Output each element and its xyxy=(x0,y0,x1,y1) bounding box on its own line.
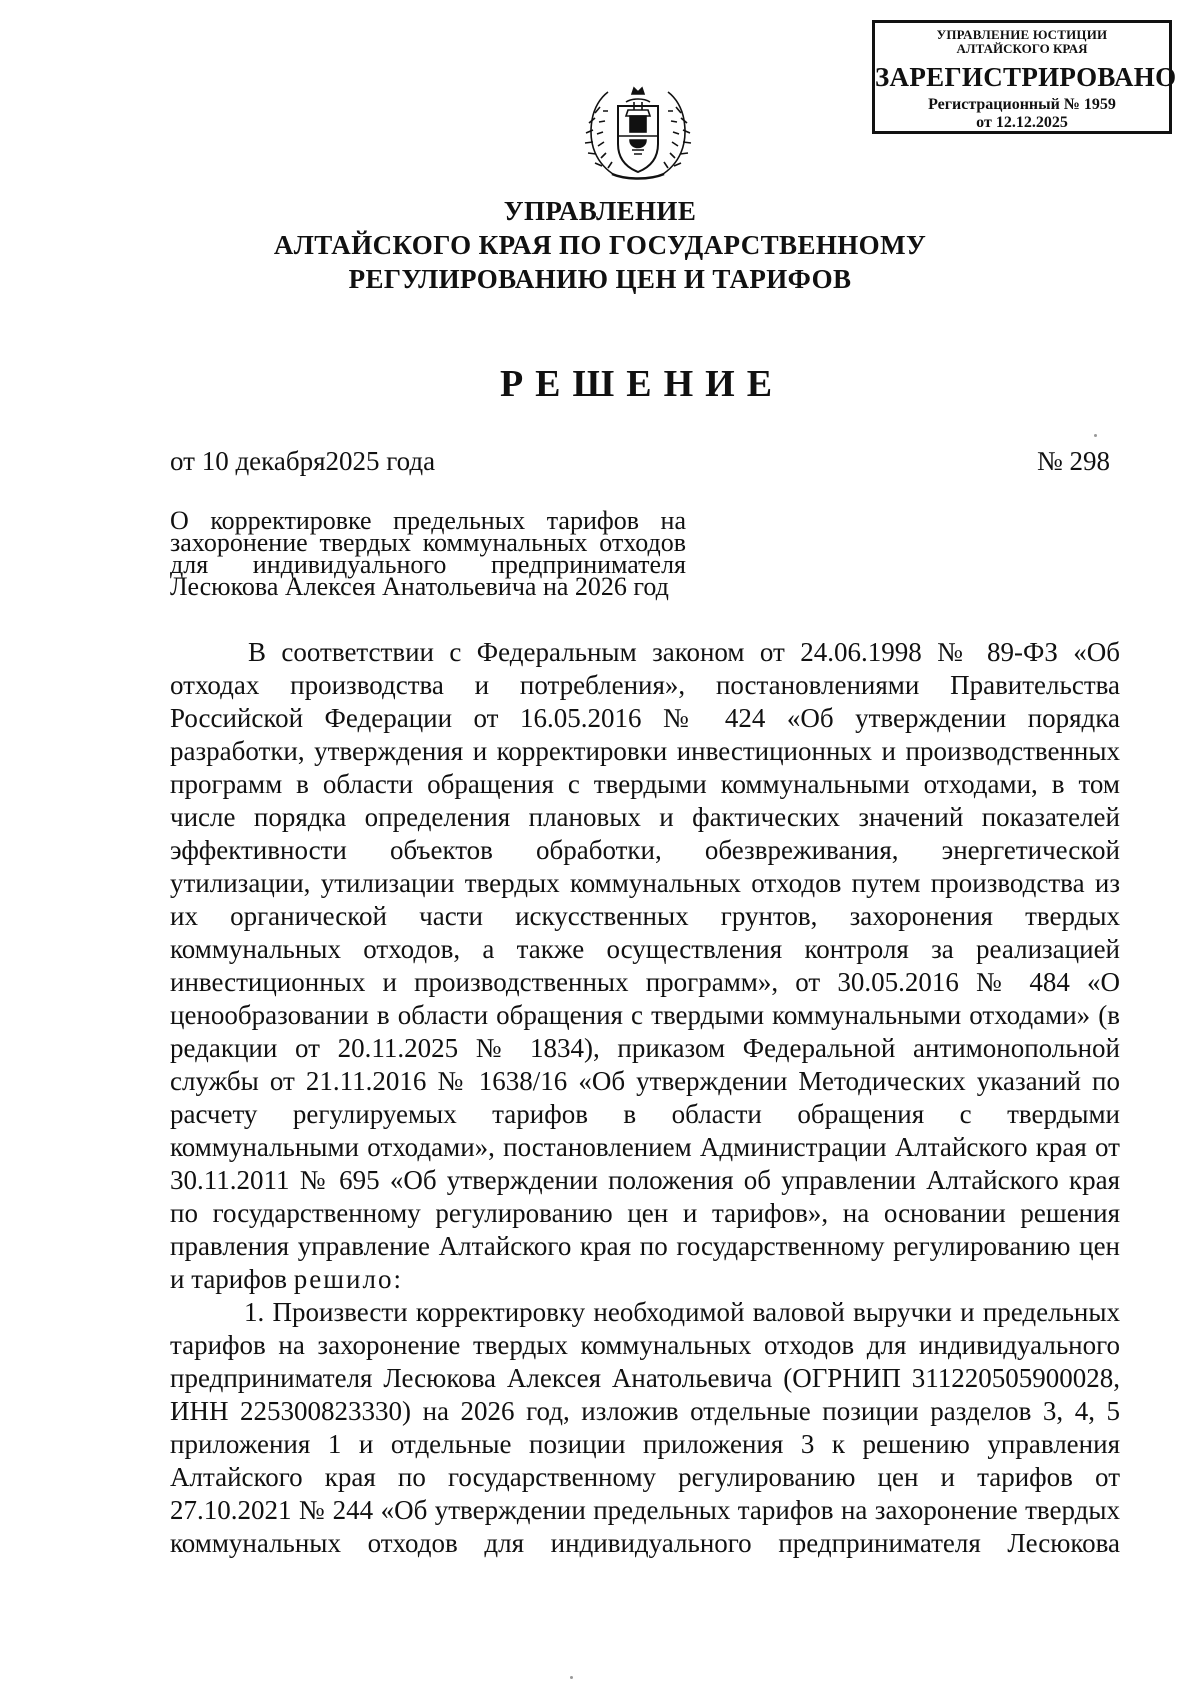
body-line: инвестиционных и производственных программ», от 30.05.2016 № 484 «О xyxy=(170,967,1120,997)
body-line: правления управление Алтайского края по государственному регулированию цен xyxy=(170,1231,1120,1261)
body-text-span: и тарифов xyxy=(170,1264,294,1294)
body-line: В соответствии с Федеральным законом от 24.06.1998 № 89-ФЗ «Об xyxy=(248,637,1120,667)
org-line-1: УПРАВЛЕНИЕ xyxy=(503,196,697,226)
body-line: службы от 21.11.2016 № 1638/16 «Об утверждении Методических указаний по xyxy=(170,1066,1120,1096)
org-line-2: АЛТАЙСКОГО КРАЯ ПО ГОСУДАРСТВЕННОМУ xyxy=(273,230,927,260)
scan-speck xyxy=(1094,434,1097,437)
decided-word: решило xyxy=(293,1264,394,1294)
item-1-line: ИНН 225300823330) на 2026 год, изложив отдельные позиции разделов 3, 4, 5 xyxy=(170,1396,1120,1426)
subject-line: О корректировке предельных тарифов на xyxy=(170,506,686,535)
item-1-line: предпринимателя Лесюкова Алексея Анатольевича (ОГРНИП 311220505900028, xyxy=(170,1363,1120,1393)
body-line: числе порядка определения плановых и фактических значений показателей xyxy=(170,802,1120,832)
decision-number: № 298 xyxy=(1036,446,1110,476)
registration-stamp xyxy=(872,20,1177,134)
subject-line: для индивидуального предпринимателя xyxy=(170,550,686,579)
subject-block xyxy=(170,506,686,601)
item-1-line: тарифов на захоронение твердых коммунальных отходов для индивидуального xyxy=(170,1330,1120,1360)
stamp-line-2: АЛТАЙСКОГО КРАЯ xyxy=(956,41,1088,56)
item-1-line: Алтайского края по государственному регулированию цен и тарифов от xyxy=(170,1462,1120,1492)
body-line: Российской Федерации от 16.05.2016 № 424 «Об утверждении порядка xyxy=(170,703,1120,733)
stamp-reg-date: от 12.12.2025 xyxy=(976,114,1068,131)
stamp-reg-number: Регистрационный № 1959 xyxy=(928,96,1116,113)
subject-line: захоронение твердых коммунальных отходов xyxy=(170,528,686,557)
item-1-line: приложения 1 и отдельные позиции приложения 3 к решению управления xyxy=(170,1429,1120,1459)
body-line: разработки, утверждения и корректировки инвестиционных и производственных xyxy=(170,736,1120,766)
body-line: коммунальных отходов, а также осуществления контроля за реализацией xyxy=(170,934,1120,964)
stamp-line-1: УПРАВЛЕНИЕ ЮСТИЦИИ xyxy=(936,27,1108,42)
coat-of-arms-icon xyxy=(582,80,694,184)
item-1-line: 1. Произвести корректировку необходимой валовой выручки и предельных xyxy=(244,1297,1120,1327)
decision-date: от 10 декабря2025 года xyxy=(170,446,436,476)
body-line: коммунальными отходами», постановлением Администрации Алтайского края от xyxy=(170,1132,1120,1162)
scan-speck xyxy=(570,1676,573,1679)
body-line: утилизации, утилизации твердых коммунальных отходов путем производства из xyxy=(170,868,1120,898)
body-line: 30.11.2011 № 695 «Об утверждении положения об управлении Алтайского края xyxy=(170,1165,1120,1195)
body-line: их органической части искусственных грунтов, захоронения твердых xyxy=(170,901,1120,931)
body-line: редакции от 20.11.2025 № 1834), приказом Федеральной антимонопольной xyxy=(170,1033,1120,1063)
body-line: расчету регулируемых тарифов в области обращения с твердыми xyxy=(170,1099,1120,1129)
org-line-3: РЕГУЛИРОВАНИЮ ЦЕН И ТАРИФОВ xyxy=(348,264,852,294)
document-type-title: РЕШЕНИЕ xyxy=(499,363,785,405)
item-1-line: коммунальных отходов для индивидуального предпринимателя Лесюкова xyxy=(170,1528,1120,1558)
body-line: по государственному регулированию цен и тарифов», на основании решения xyxy=(170,1198,1120,1228)
body-line: ценообразовании в области обращения с твердыми коммунальными отходами» (в xyxy=(170,1000,1120,1030)
body-line: программ в области обращения с твердыми коммунальными отходами, в том xyxy=(170,769,1120,799)
stamp-status: ЗАРЕГИСТРИРОВАНО xyxy=(875,62,1177,92)
body-line: отходах производства и потребления», постановлениями Правительства xyxy=(170,670,1120,700)
subject-line: Лесюкова Алексея Анатольевича на 2026 год xyxy=(170,572,669,601)
body-text xyxy=(170,636,1120,1560)
body-line: эффективности объектов обработки, обезвреживания, энергетической xyxy=(170,835,1120,865)
body-line-decided xyxy=(170,1263,1120,1296)
body-text-span: : xyxy=(393,1264,401,1294)
item-1-line: 27.10.2021 № 244 «Об утверждении предельных тарифов на захоронение твердых xyxy=(170,1495,1120,1525)
